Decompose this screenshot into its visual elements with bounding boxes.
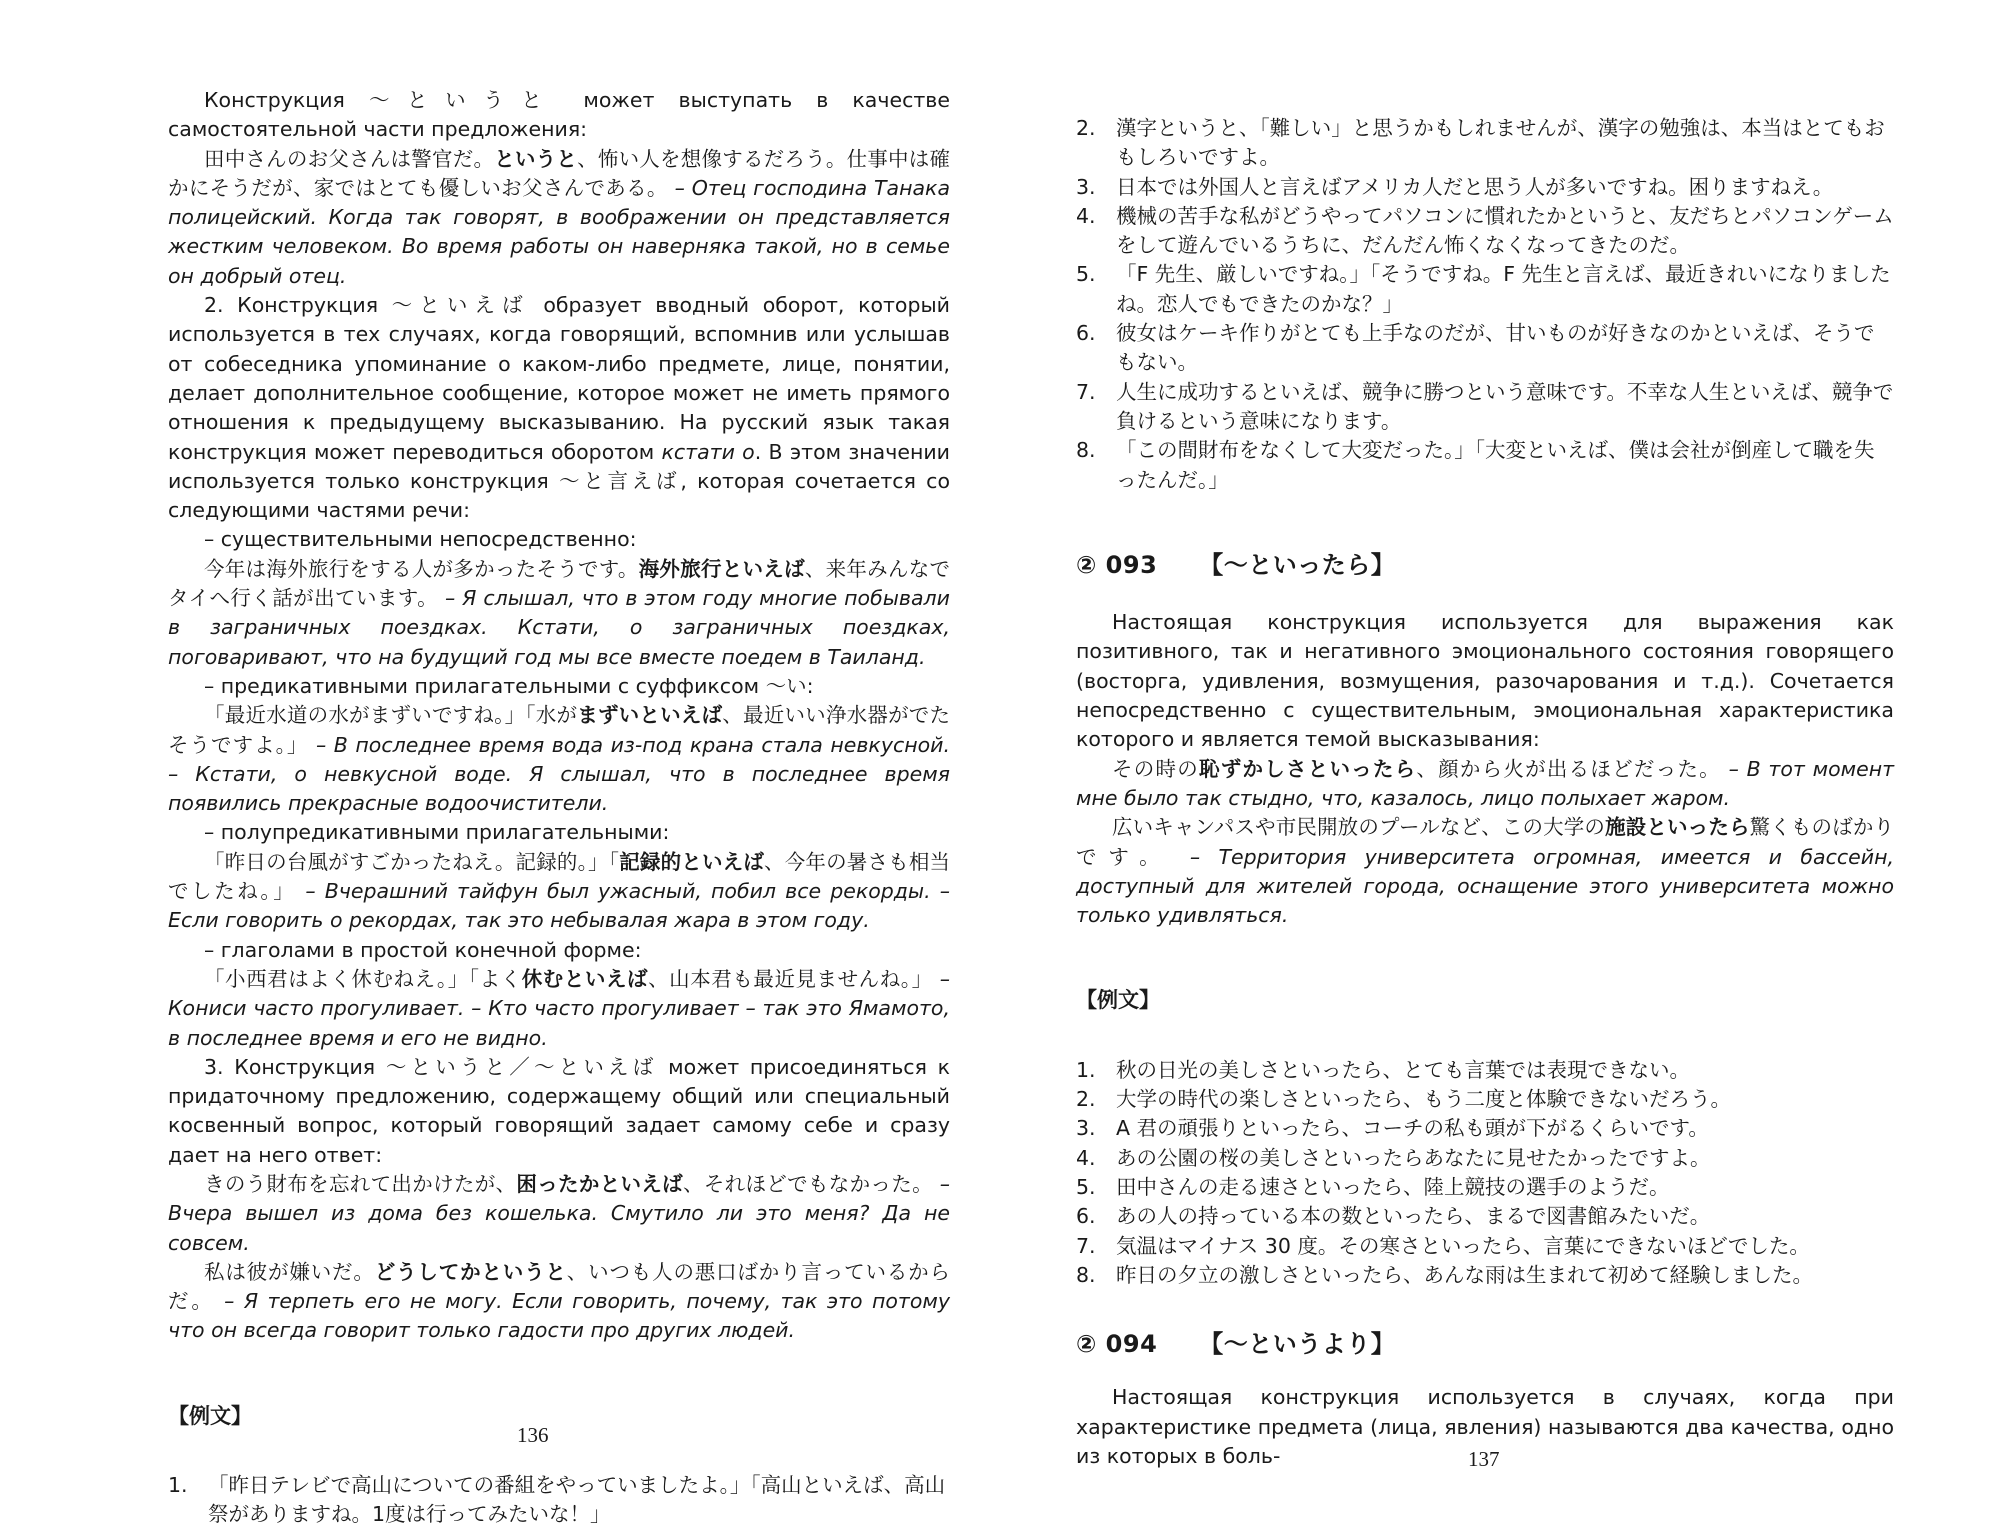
paragraph: 3. Конструкция ～というと／～といえば может присоединяться к придаточному предложению, содержащему общий или специальный косвенный вопрос, который говорящий задает самому себе и сразу дает на него ответ: [168, 1054, 950, 1167]
example-jp-ru: 「小西君はよく休むねえ。」「よく休むといえば、山本君も最近見ませんね。」 – Кониси часто прогуливает. – Кто часто прогуливает – так это Ямамото, в последнее время и его не видно. [168, 966, 951, 1050]
example-jp-ru: 今年は海外旅行をする人が多かったそうです。海外旅行といえば、来年みんなでタイへ行く話が出ています。 – Я слышал, что в этом году многие побывали в заграничных поездках. Кстати, о заграничных поездках, поговаривают, что на будущий год мы все вместе поедем в Таиланд. [168, 556, 951, 669]
sub-item: – предикативными прилагательными с суффиксом ～い: [204, 673, 814, 698]
list-item: 7. 人生に成功するといえば、競争に勝つという意味です。不幸な人生といえば、競争で負けるという意味になります。 [1076, 379, 1894, 433]
example-jp-ru: 広いキャンパスや市民開放のプールなど、この大学の施設といったら驚くものばかりです。 – Территория университета огромная, имеется и бассейн, доступный для жителей города, оснащение этого университета можно только удивляться. [1076, 815, 1894, 928]
example-jp-ru: 田中さんのお父さんは警官だ。というと、怖い人を想像するだろう。仕事中は確かにそうだが、家ではとても優しいお父さんである。 – Отец господина Танака полицейский. Когда так говорят, в воображении он представляется жестким человеком. Во время работы он наверняка такой, но в семье он добрый отец. [168, 146, 951, 288]
section-heading-093: ② 093 【～といったら】 [1076, 550, 1396, 579]
left-text-column [168, 86, 950, 1530]
paragraph: Настоящая конструкция используется в случаях, когда при характеристике предмета (лица, явления) называются два качества, одно из которых в боль- [1076, 1385, 1894, 1468]
example-list [1076, 114, 1894, 495]
list-item: 4. 機械の苦手な私がどうやってパソコンに慣れたかというと、友だちとパソコンゲームをして遊んでいるうちに、だんだん怖くなくなってきたのだ。 [1076, 203, 1894, 258]
list-item: 1. 秋の日光の美しさといったら、とても言葉では表現できない。 [1076, 1057, 1690, 1082]
right-page [1000, 0, 2000, 1533]
example-jp-ru: きのう財布を忘れて出かけたが、困ったかといえば、それほどでもなかった。 – Вчера вышел из дома без кошелька. Смутило ли это меня? Да не совсем. [168, 1171, 950, 1255]
list-item: 3. 日本では外国人と言えばアメリカ人だと思う人が多いですね。困りますねえ。 [1076, 174, 1834, 199]
list-item: 3. A 君の頑張りといったら、コーチの私も頭が下がるくらいです。 [1076, 1116, 1709, 1141]
list-item: 5. 田中さんの走る速さといったら、陸上競技の選手のようだ。 [1076, 1174, 1670, 1199]
paragraph: Настоящая конструкция используется для выражения как позитивного, так и негативного эмоционального состояния говорящего (восторга, удивления, возмущения, разочарования и т.д.). Сочетается непосредственно с существительным, эмоциональная характеристика которого и является темой высказывания: [1076, 610, 1894, 752]
paragraph: Конструкция ～というと может выступать в качестве самостоятельной части предложения: [168, 88, 950, 142]
list-item: 7. 気温はマイナス 30 度。その寒さといったら、言葉にできないほどでした。 [1076, 1233, 1810, 1258]
example-jp-ru: その時の恥ずかしさといったら、顔から火が出るほどだった。 – В тот момент мне было так стыдно, что, казалось, лицо полыхает жаром. [1076, 756, 1895, 810]
example-jp-ru: 「昨日の台風がすごかったねえ。記録的。」「記録的といえば、今年の暑さも相当でしたね。」 – Вчерашний тайфун был ужасный, побил все рекорды. – Если говорить о рекордах, так это небывалая жара в этом году. [168, 849, 951, 933]
section-heading-094: ② 094 【～というより】 [1076, 1330, 1396, 1359]
right-text-column [1076, 114, 1894, 1471]
list-item: 6. 彼女はケーキ作りがとても上手なのだが、甘いものが好きなのかといえば、そうでもない。 [1076, 321, 1875, 375]
example-list [1076, 1056, 1894, 1290]
list-item: 2. 大学の時代の楽しさといったら、もう二度と体験できないだろう。 [1076, 1087, 1731, 1112]
example-jp-ru: 私は彼が嫌いだ。どうしてかというと、いつも人の悪口ばかり言っているからだ。 – Я терпеть его не могу. Если говорить, почему, так это потому что он всегда говорит только гадости про других людей. [168, 1259, 951, 1343]
sub-item: – полупредикативными прилагательными: [204, 820, 670, 845]
page-number: 137 [1468, 1447, 1500, 1471]
example-list [168, 1471, 950, 1530]
sub-item: – глаголами в простой конечной форме: [204, 937, 642, 962]
reibun-heading: 【例文】 [1076, 988, 1160, 1013]
page-number: 136 [517, 1423, 549, 1447]
list-item: 6. あの人の持っている本の数といったら、まるで図書館みたいだ。 [1076, 1204, 1711, 1229]
list-item: 4. あの公園の桜の美しさといったらあなたに見せたかったですよ。 [1076, 1145, 1711, 1170]
list-item: 5. 「F 先生、厳しいですね。」「そうですね。F 先生と言えば、最近きれいになりましたね。恋人でもできたのかな？」 [1076, 262, 1891, 316]
sub-item: – существительными непосредственно: [204, 527, 637, 552]
paragraph: 2. Конструкция ～といえば образует вводный оборот, который используется в тех случаях, когда говорящий, вспомнив или услышав от собеседника упоминание о каком-либо предмете, лице, понятии, делает дополнительное сообщение, которое может не иметь прямого отношения к предыдущему высказыванию. На русский язык такая конструкция может переводиться оборотом кстати о. В этом значении используется только конструкция ～と言えば, которая сочетается со следующими частями речи: [168, 293, 950, 523]
list-item: 1. 「昨日テレビで高山についての番組をやっていましたよ。」「高山といえば、高山祭がありますね。1度は行ってみたいな！」 [168, 1473, 946, 1527]
example-jp-ru: 「最近水道の水がまずいですね。」「水がまずいといえば、最近いい浄水器がでたそうですよ。」 – В последнее время вода из-под крана стала невкусной. – Кстати, о невкусной воде. Я слышал, что в последнее время появились прекрасные водоочистители. [168, 703, 951, 816]
reibun-heading: 【例文】 [168, 1403, 252, 1428]
list-item: 8. 「この間財布をなくして大変だった。」「大変といえば、僕は会社が倒産して職を失ったんだ。」 [1076, 438, 1875, 492]
list-item: 8. 昨日の夕立の激しさといったら、あんな雨は生まれて初めて経験しました。 [1076, 1262, 1813, 1287]
list-item: 2. 漢字というと、「難しい」と思うかもしれませんが、漢字の勉強は、本当はとてもおもしろいですよ。 [1076, 116, 1885, 170]
